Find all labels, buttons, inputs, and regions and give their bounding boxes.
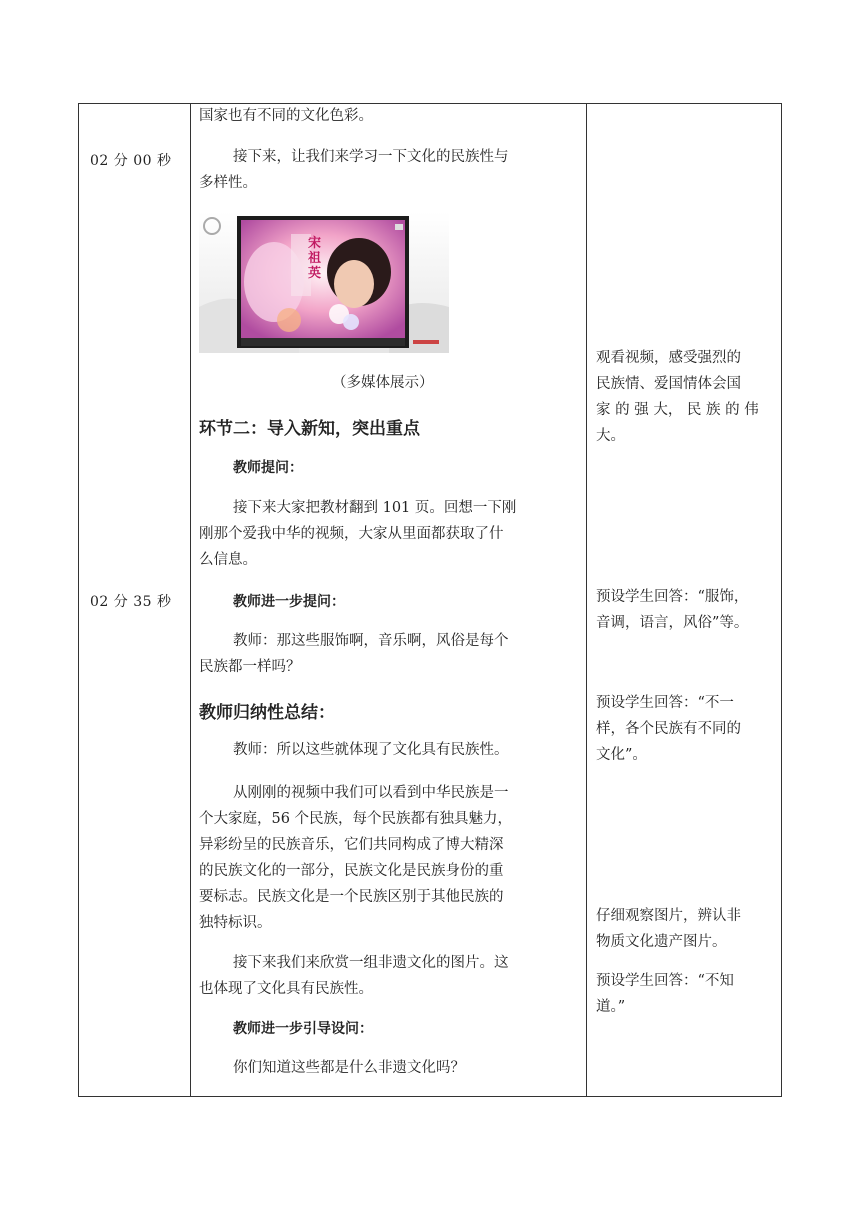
activity-1-line-1: 观看视频，感受强烈的 — [596, 350, 741, 366]
column-divider-1 — [190, 104, 191, 1096]
paragraph-6-line-3: 异彩纷呈的民族音乐，它们共同构成了博大精深 — [199, 837, 504, 853]
time-label-2: 02 分 35 秒 — [90, 594, 172, 610]
activity-1-line-4: 大。 — [596, 428, 625, 444]
activity-4-line-2: 物质文化遗产图片。 — [596, 934, 727, 950]
paragraph-7-line-1: 接下来我们来欣赏一组非遗文化的图片。这 — [233, 955, 509, 971]
paragraph-6-line-4: 的民族文化的一部分，民族文化是民族身份的重 — [199, 863, 504, 879]
paragraph-6-line-1: 从刚刚的视频中我们可以看到中华民族是一 — [233, 785, 509, 801]
paragraph-3-line-3: 么信息。 — [199, 552, 257, 568]
paragraph-8: 你们知道这些都是什么非遗文化吗？ — [233, 1060, 465, 1076]
activity-5-line-2: 道。” — [596, 999, 626, 1015]
activity-3-line-2: 样，各个民族有不同的 — [596, 721, 741, 737]
paragraph-1: 国家也有不同的文化色彩。 — [199, 108, 373, 124]
activity-5-line-1: 预设学生回答：“不知 — [596, 973, 734, 989]
video-thumbnail-image — [199, 212, 449, 353]
activity-2-line-2: 音调，语言，风俗”等。 — [596, 615, 749, 631]
paragraph-6-line-2: 个大家庭，56 个民族，每个民族都有独具魅力， — [199, 811, 513, 827]
paragraph-3-line-1: 接下来大家把教材翻到 101 页。回想一下刚 — [233, 500, 517, 516]
activity-2-line-1: 预设学生回答：“服饰， — [596, 589, 749, 605]
activity-3-line-1: 预设学生回答：“不一 — [596, 695, 734, 711]
paragraph-7-line-2: 也体现了文化具有民族性。 — [199, 981, 373, 997]
teacher-question-label: 教师提问： — [233, 460, 303, 476]
paragraph-6-line-5: 要标志。民族文化是一个民族区别于其他民族的 — [199, 889, 504, 905]
teacher-guide-label: 教师进一步引导设问： — [233, 1021, 373, 1037]
activity-4-line-1: 仔细观察图片，辨认非 — [596, 908, 741, 924]
teacher-followup-label: 教师进一步提问： — [233, 594, 345, 610]
activity-1-line-3: 家 的 强 大， 民 族 的 伟 — [596, 402, 759, 418]
video-title: 宋祖英 — [308, 236, 322, 281]
paragraph-5: 教师：所以这些就体现了文化具有民族性。 — [233, 742, 509, 758]
paragraph-4-line-1: 教师：那这些服饰啊，音乐啊，风俗是每个 — [233, 633, 509, 649]
summary-heading: 教师归纳性总结： — [199, 703, 335, 723]
section-heading-2: 环节二：导入新知，突出重点 — [199, 419, 420, 439]
paragraph-6-line-6: 独特标识。 — [199, 915, 272, 931]
video-thumbnail[interactable] — [199, 212, 449, 353]
activity-3-line-3: 文化”。 — [596, 747, 647, 763]
paragraph-3-line-2: 刚那个爱我中华的视频，大家从里面都获取了什 — [199, 526, 504, 542]
paragraph-2-line-1: 接下来，让我们来学习一下文化的民族性与 — [233, 149, 509, 165]
media-caption: （多媒体展示） — [332, 375, 434, 391]
column-divider-2 — [586, 104, 587, 1096]
activity-1-line-2: 民族情、爱国情体会国 — [596, 376, 741, 392]
paragraph-4-line-2: 民族都一样吗？ — [199, 659, 301, 675]
time-label-1: 02 分 00 秒 — [90, 153, 172, 169]
paragraph-2-line-2: 多样性。 — [199, 175, 257, 191]
